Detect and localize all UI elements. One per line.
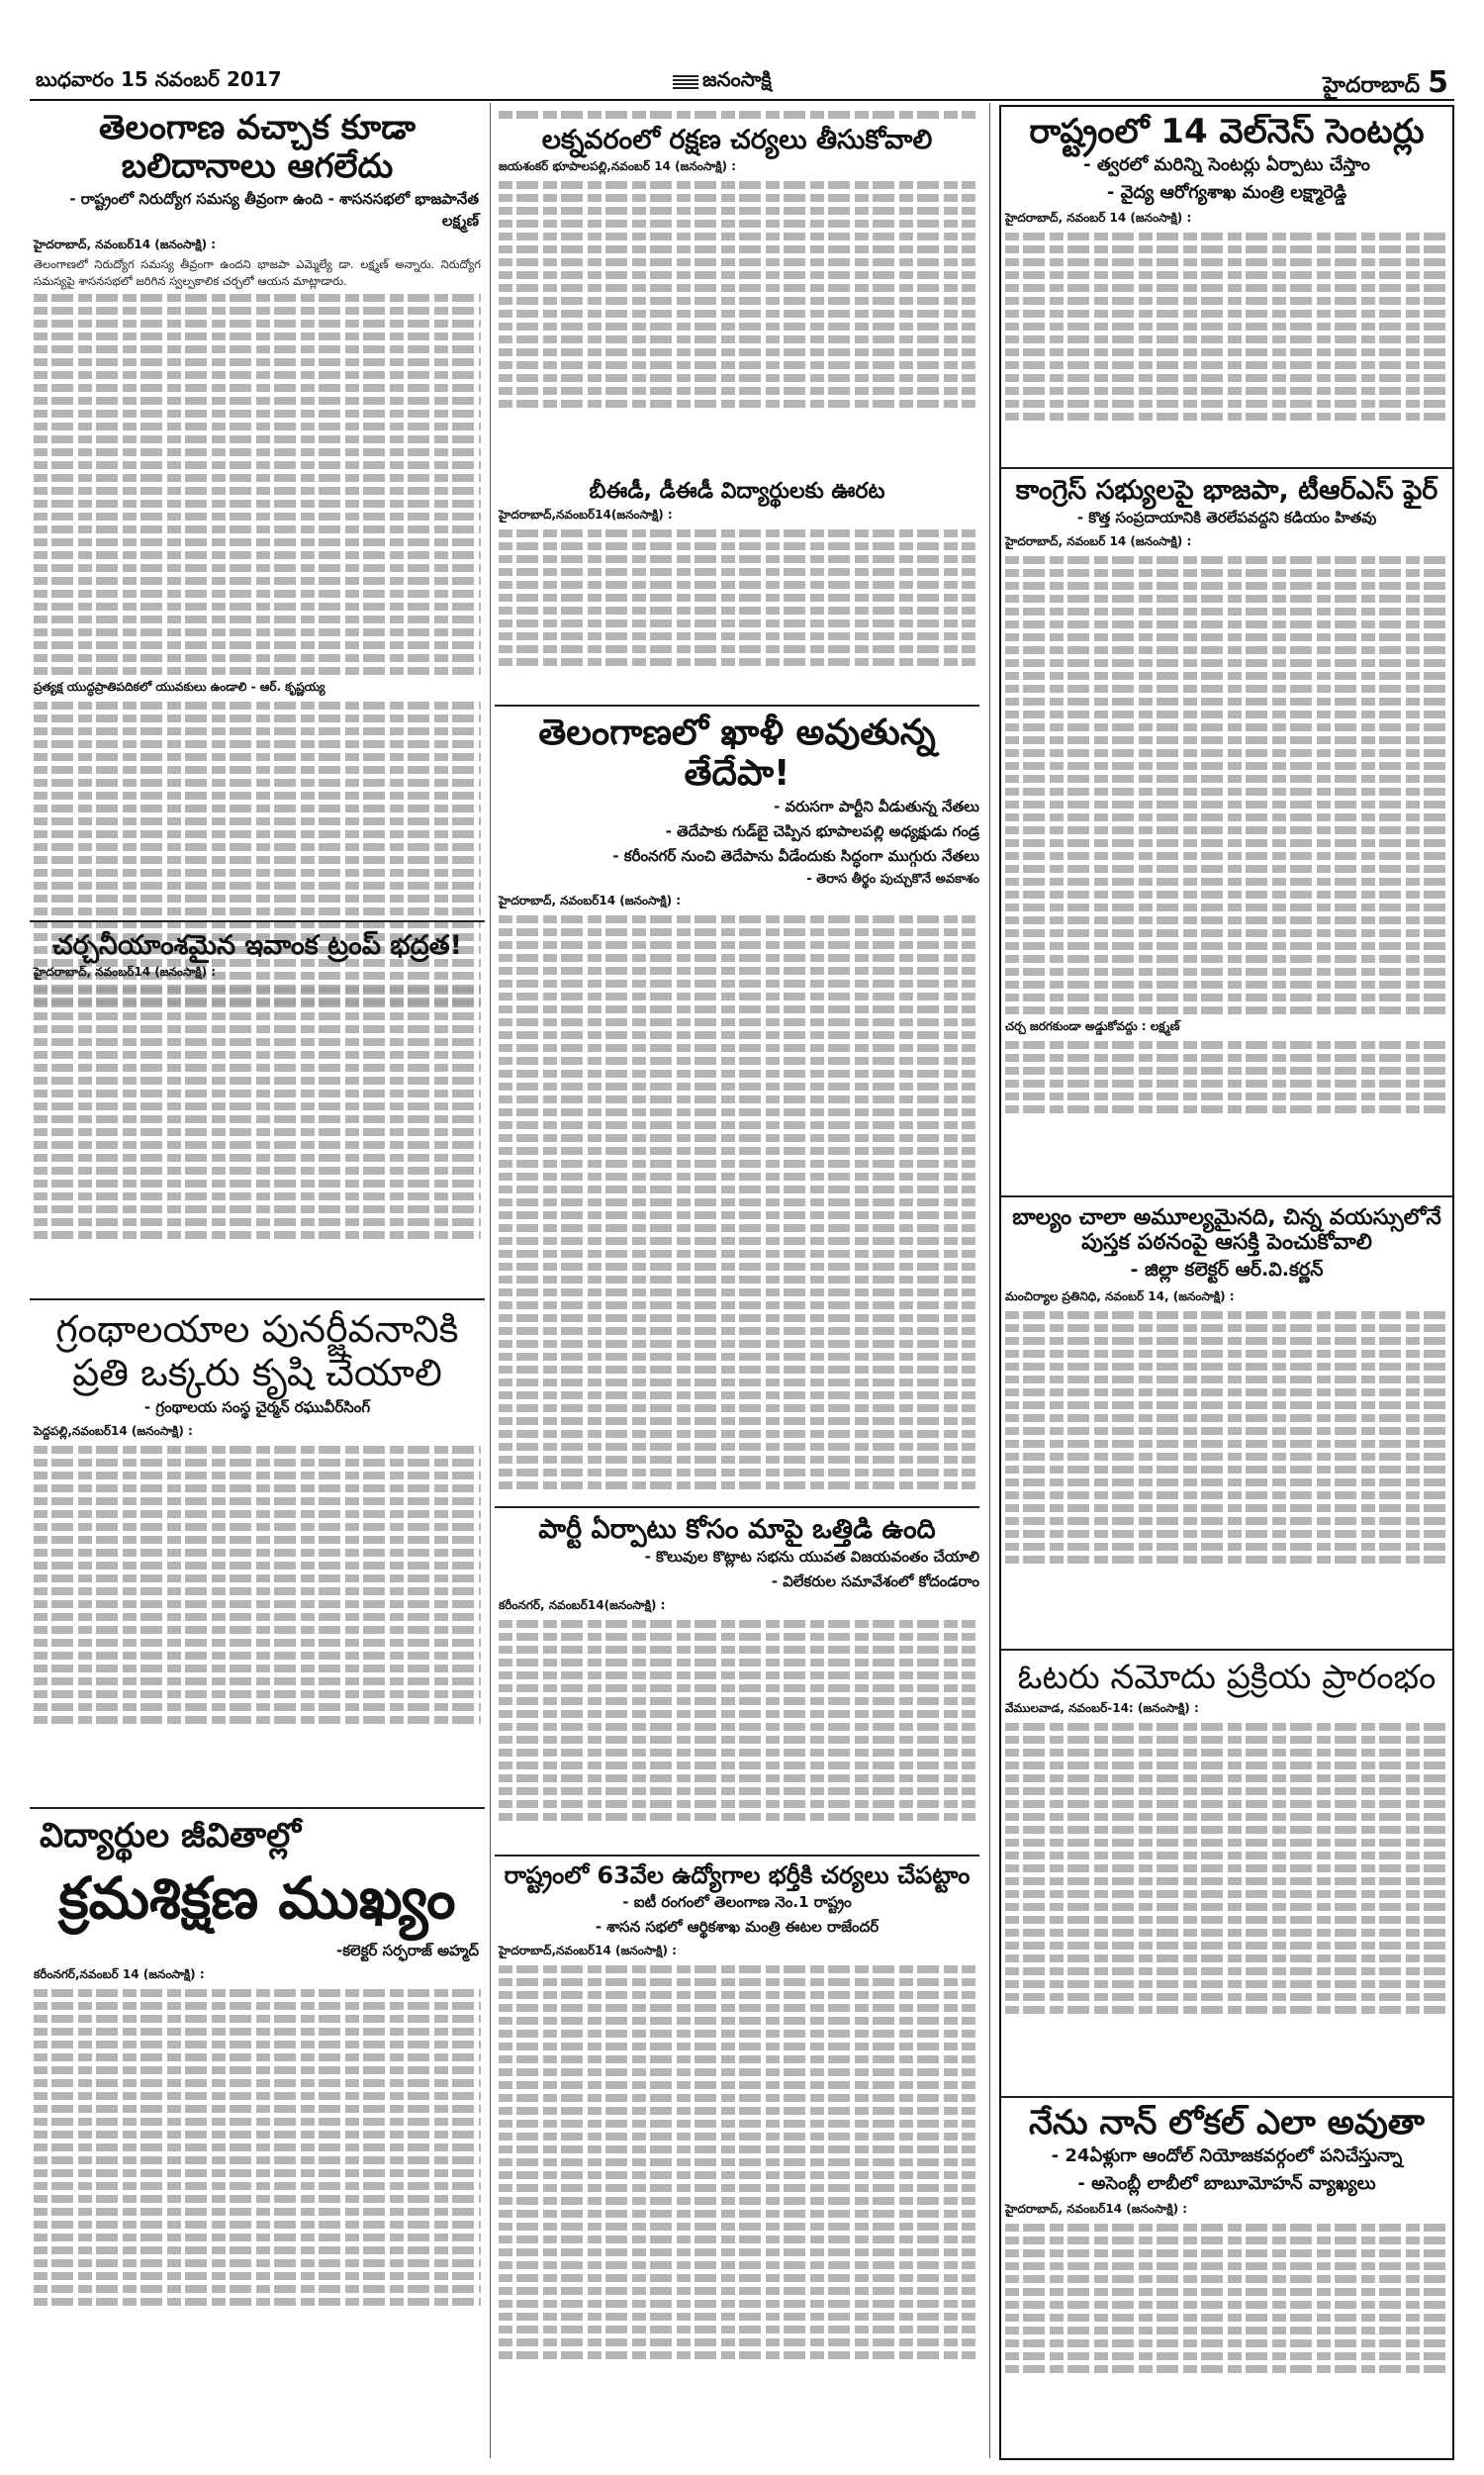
subhead: - జిల్లా కలెక్టర్ ఆర్.వి.కర్ణన్ <box>1130 1258 1324 1281</box>
section-rule <box>495 705 979 707</box>
article-text-block <box>495 1620 979 1821</box>
masthead <box>30 61 1454 101</box>
dateline: మంచిర్యాల ప్రతినిధి, నవంబర్ 14, (జనంసాక్షి) : <box>1005 1288 1235 1303</box>
article-text-block <box>495 529 979 666</box>
article-text-block <box>495 181 979 408</box>
headline: రాష్ట్రంలో 14 వెల్‌నెస్ సెంటర్లు <box>1029 112 1425 151</box>
article-childhood <box>1001 1205 1452 1641</box>
article-bed-ded <box>495 479 979 707</box>
bullet: - 24ఏళ్లుగా ఆందోల్ నియోజకవర్గంలో పనిచేస్తున్నా <box>1051 2145 1403 2167</box>
article-jobs <box>495 1862 979 2456</box>
subhead: - రాష్ట్రంలో నిరుద్యోగ సమస్య తీవ్రంగా ఉంది - శాసనసభలో భాజపానేత లక్ష్మణ్ <box>69 190 479 231</box>
article-laknavaram <box>495 125 979 461</box>
article-ivanka <box>30 930 485 1296</box>
section-rule <box>1001 467 1452 469</box>
sidehead: ప్రత్యక్ష యుద్ధప్రాతిపదికలో యువకులు ఉండాలి - ఆర్. కృష్ణయ్య <box>34 679 325 694</box>
headline: తెలంగాణలో ఖాళీ అవుతున్న తేదేపా! <box>538 713 936 795</box>
dateline: వేములవాడ, నవంబర్-14: (జనంసాక్షి) : <box>1005 1701 1199 1716</box>
dateline: హైదరాబాద్, నవంబర్14 (జనంసాక్షి) : <box>1005 2202 1188 2217</box>
sidehead: చర్చ జరగకుండా అడ్డుకోవద్దు : లక్ష్మణ్ <box>1005 1019 1180 1034</box>
dateline: జయశంకర్ భూపాలపల్లి,నవంబర్ 14 (జనంసాక్షి) : <box>499 159 736 174</box>
article-discipline <box>30 1817 485 2460</box>
headline: చర్చనీయాంశమైన ఇవాంక ట్రంప్ భద్రత! <box>51 930 462 961</box>
article-body: తెలంగాణలో నిరుద్యోగ సమస్య తీవ్రంగా ఉందని భాజపా ఎమ్మెల్యే డా. లక్ష్మణ్ అన్నారు. నిరుద్యోగ సమస్యపై శాసనసభలో జరిగిన స్వల్పకాలిక చర్చలో ఆయన మాట్లాడారు. <box>34 257 481 288</box>
dateline: కరీంనగర్,నవంబర్ 14 (జనంసాక్షి) : <box>34 1966 205 1981</box>
article-text-block <box>1001 1311 1452 1564</box>
issue-date: బుధవారం 15 నవంబర్ 2017 <box>36 67 282 91</box>
subhead: - కొలువుల కొట్లాట సభను యువత విజయవంతం చేయాలి <box>644 1548 979 1567</box>
article-tdp <box>495 713 979 1504</box>
headline: ఓటరు నమోదు ప్రక్రియ ప్రారంభం <box>1017 1658 1437 1697</box>
subhead: -కలెక్టర్ సర్ఫరాజ్ అహ్మద్ <box>336 1941 479 1959</box>
dateline: హైదరాబాద్, నవంబర్14 (జనంసాక్షి) : <box>499 893 682 907</box>
article-text-block <box>495 915 979 1489</box>
bullet: - శాసన సభలో ఆర్థికశాఖ మంత్రి ఈటల రాజేందర్ <box>595 1917 880 1936</box>
column-divider <box>989 103 990 2458</box>
headline: రాష్ట్రంలో 63వేల ఉద్యోగాల భర్తీకి చర్యలు చేపట్టాం <box>504 1861 971 1889</box>
section-rule <box>30 1298 485 1300</box>
headline: గ్రంథాలయాల పునర్జీవనానికి ప్రతి ఒక్కరు కృషి చేయాలి <box>55 1307 459 1394</box>
section-rule <box>30 1807 485 1809</box>
dateline: హైదరాబాద్, నవంబర్14 (జనంసాక్షి) : <box>34 965 217 980</box>
dateline: హైదరాబాద్, నవంబర్14 (జనంసాక్షి) : <box>34 238 217 252</box>
kicker: విద్యార్థుల జీవితాల్లో <box>40 1816 302 1856</box>
dateline: హైదరాబాద్,నవంబర్14 (జనంసాక్షి) : <box>499 1943 677 1957</box>
article-text-block <box>30 1446 485 1724</box>
article-unemployment <box>30 103 485 914</box>
dateline: కరీంనగర్, నవంబర్14(జనంసాక్షి) : <box>499 1598 666 1613</box>
article-text-block <box>495 1965 979 2359</box>
headline: క్రమశిక్షణ ముఖ్యం <box>58 1864 456 1933</box>
article-text-block <box>30 1989 485 2306</box>
headline: పార్టీ ఏర్పాటు కోసం మాపై ఒత్తిడి ఉంది <box>538 1514 936 1545</box>
column-divider <box>490 103 491 2458</box>
dateline: హైదరాబాద్, నవంబర్ 14 (జనంసాక్షి) : <box>1005 211 1192 226</box>
article-libraries <box>30 1308 485 1813</box>
headline: బాల్యం చాలా అమూల్యమైనది, చిన్న వయస్సులోనే పుస్తక పఠనంపై ఆసక్తి పెంచుకోవాలి <box>1012 1205 1441 1256</box>
bullet: - వైద్య ఆరోగ్యశాఖ మంత్రి లక్ష్మారెడ్డి <box>1106 182 1347 204</box>
dateline: హైదరాబాద్,నవంబర్14(జనంసాక్షి) : <box>499 508 673 523</box>
article-text-block <box>1001 1723 1452 2014</box>
article-text-block <box>1001 2224 1452 2373</box>
bullet: - అసెంబ్లీ లాబీలో బాబూమోహన్ వ్యాఖ్యలు <box>1077 2173 1376 2195</box>
article-text-block <box>30 294 485 675</box>
bullet: - తెరాస తీర్థం పుచ్చుకొనే అవకాశం <box>806 871 979 887</box>
section-rule <box>1001 2096 1452 2098</box>
headline: లక్నవరంలో రక్షణ చర్యలు తీసుకోవాలి <box>541 125 933 155</box>
edition-city <box>1323 65 1448 103</box>
article-kodandaram <box>495 1514 979 1851</box>
column-2 <box>495 103 979 1957</box>
brand-name: జనంసాక్షి <box>702 67 772 91</box>
subhead: - కొత్త సంప్రదాయానికి తెరలేపవద్దని కడియం హితవు <box>1076 509 1377 527</box>
article-text-block <box>1001 556 1452 1014</box>
headline: తెలంగాణ వచ్చాక కూడా బలిదానాలు ఆగలేదు <box>99 108 416 187</box>
bullet: - ఐటీ రంగంలో తెలంగాణ నెం.1 రాష్ట్రం <box>622 1892 852 1911</box>
section-rule <box>495 1506 979 1508</box>
page-number: 5 <box>1428 65 1448 100</box>
article-voter <box>1001 1659 1452 2094</box>
section-rule <box>1001 1195 1452 1197</box>
headline: బీఈడీ, డీఈడీ విద్యార్థులకు ఊరట <box>589 479 885 504</box>
bullet: - తెదేపాకు గుడ్‌బై చెప్పిన భూపాలపల్లి అధ్యక్షుడు గండ్ర <box>665 821 979 840</box>
headline: నేను నాన్ లోకల్ ఎలా అవుతా <box>1029 2103 1425 2142</box>
section-rule <box>1001 1649 1452 1651</box>
subhead: - గ్రంథాలయ సంస్థ చైర్మన్ రఘువీర్‌సింగ్ <box>143 1398 371 1417</box>
article-nonlocal <box>1001 2104 1452 2450</box>
column-3 <box>999 105 1454 2460</box>
newspaper-brand <box>673 67 772 96</box>
article-wellness <box>1001 113 1452 469</box>
bullet: - కరీంనగర్ నుంచి తెదేపాను వీడేందుకు సిద్ధంగా ముగ్గురు నేతలు <box>612 846 979 865</box>
bullet: - వరుసగా పార్టీని వీడుతున్న నేతలు <box>774 797 979 815</box>
city-name: హైదరాబాద్ <box>1323 73 1421 98</box>
bullet: - త్వరలో మరిన్ని సెంటర్లు ఏర్పాటు చేస్తాం <box>1083 154 1370 176</box>
section-rule <box>30 920 485 922</box>
dateline: హైదరాబాద్, నవంబర్ 14 (జనంసాక్షి) : <box>1005 534 1192 549</box>
section-rule <box>495 1855 979 1856</box>
headline: కాంగ్రెస్ సభ్యులపై భాజపా, టీఆర్ఎస్ ఫైర్ <box>1015 475 1438 506</box>
brand-logo-icon <box>673 73 698 89</box>
dateline: పెద్దపల్లి,నవంబర్14 (జనంసాక్షి) : <box>34 1424 193 1439</box>
article-congress <box>1001 475 1452 1188</box>
article-text-block <box>1001 233 1452 421</box>
article-text-block <box>1001 1041 1452 1113</box>
article-text-block <box>30 987 485 1239</box>
subhead: - విలేకరుల సమావేశంలో కోదండరాం <box>771 1572 979 1591</box>
